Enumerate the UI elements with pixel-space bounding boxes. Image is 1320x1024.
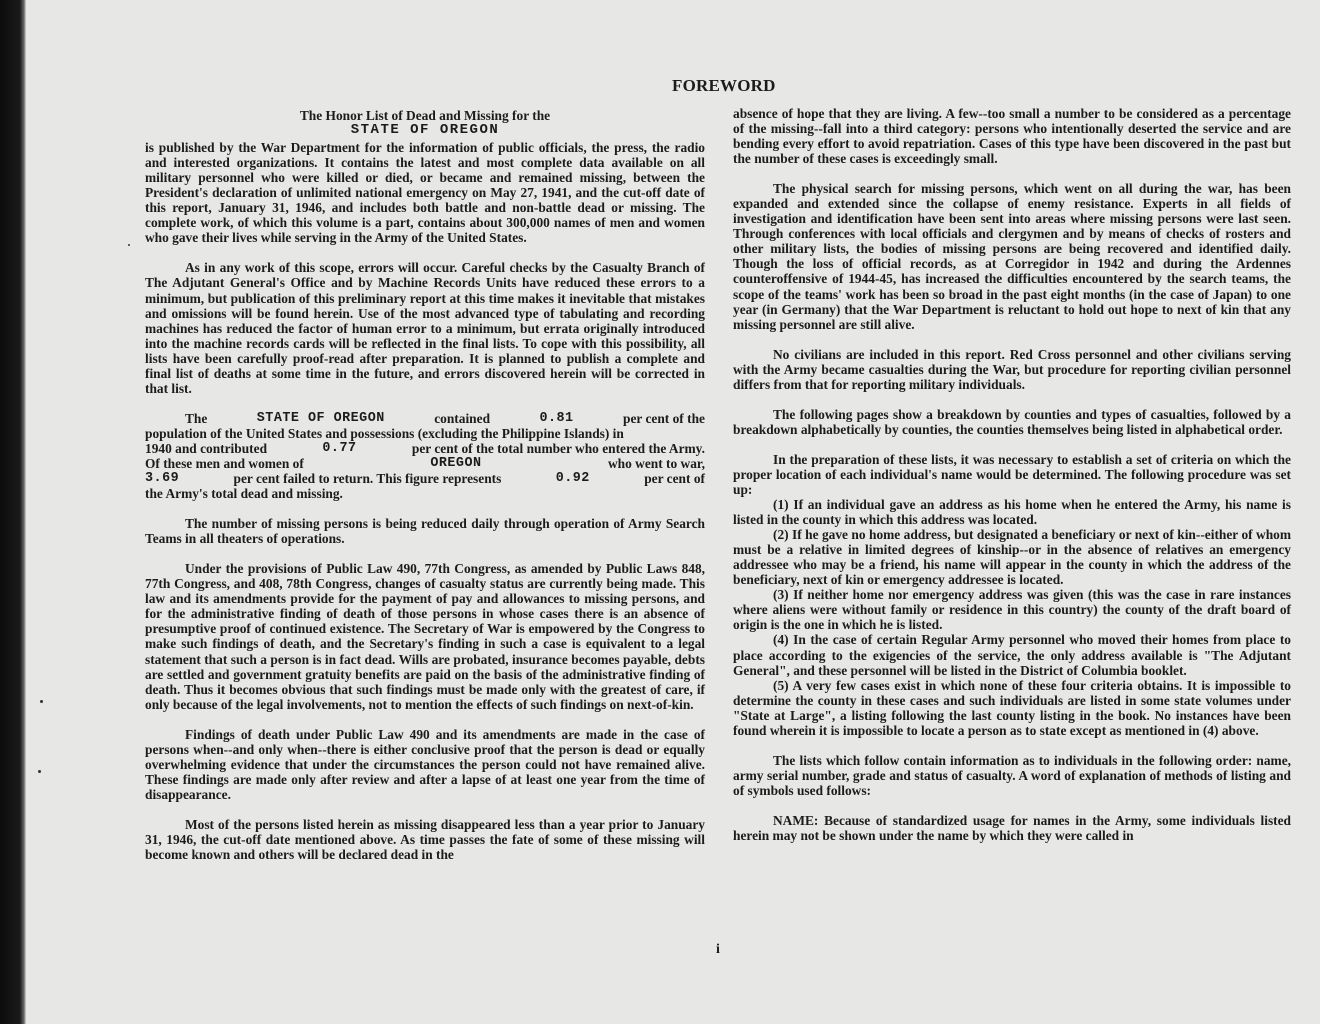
state-name-field: STATE OF OREGON bbox=[256, 410, 385, 426]
paragraph: Findings of death under Public Law 490 and its amendments are made in the case of persons when--and only when--there is either conclusive proof that the person is dead or equally overwhelming evidence that under the circumstances the person could not have remained alive. These findings are made only after review and after a lapse of at least one year from the time of disappearance. bbox=[145, 726, 705, 802]
left-column bbox=[145, 108, 705, 862]
state-heading: STATE OF OREGON bbox=[350, 122, 500, 139]
paragraph: No civilians are included in this report. Red Cross personnel and other civilians serving with the Army became casualties during the War, but procedure for reporting civilian personnel differs from that for reporting military individuals. bbox=[733, 346, 1291, 392]
paragraph: is published by the War Department for the information of public officials, the press, the radio and interested organizations. It contains the latest and most complete data available on all military personnel who were killed or died, or became and remained missing, between the President's declaration of unlimited national emergency on May 27, 1941, and the cut-off date of this report, January 31, 1946, and includes both battle and non-battle dead or missing. The complete work, of which this volume is a part, contains about 300,000 names of men and women who gave their lives while serving in the Army of the United States. bbox=[145, 140, 705, 246]
criterion-1: (1) If an individual gave an address as his home when he entered the Army, his name is listed in the county in which this address was located. bbox=[733, 497, 1291, 528]
intro-line: The Honor List of Dead and Missing for the bbox=[299, 108, 551, 123]
paragraph: In the preparation of these lists, it was necessary to establish a set of criteria on which the proper location of each individual's name would be determined. The following procedure was set up: bbox=[733, 451, 1291, 497]
paragraph: The number of missing persons is being reduced daily through operation of Army Search Teams in all theaters of operations. bbox=[145, 516, 705, 547]
paragraph: The physical search for missing persons, which went on all during the war, has been expanded and extended since the collapse of enemy resistance. Experts in all fields of investigation and identification have been sent into areas where missing persons were last seen. Through conferences with local officials and clergymen and by means of checks of rosters and other military lists, the bodies of missing persons are being recovered and identified daily. Though the loss of official records, as at Corregidor in 1942 and during the Ardennes counteroffensive of 1944-45, has increased the difficulties encountered by the search teams, the scope of the teams' work has been so broad in the past eight months (in the case of Japan) to one year (in Germany) that the War Department is reluctant to hold out hope to next of kin that any missing personnel are still alive. bbox=[733, 181, 1291, 332]
paragraph: The following pages show a breakdown by counties and types of casualties, followed by a breakdown alphabetically by counties, the counties themselves being listed in alphabetical order. bbox=[733, 406, 1291, 437]
paragraph: NAME: Because of standardized usage for names in the Army, some individuals listed herein may not be shown under the name by which they were called in bbox=[733, 812, 1291, 843]
scan-speck bbox=[38, 770, 41, 773]
paragraph: Under the provisions of Public Law 490, 77th Congress, as amended by Public Laws 848, 77th Congress, and 408, 78th Congress, changes of casualty status are currently being made. This law and its amendments provide for the payment of pay and allowances to missing persons, and for the administrative finding of death of those persons in whose cases there is an absence of presumptive proof of continued existence. The Secretary of War is empowered by the Congress to make such findings of death, and the Secretary's finding in such a case is equivalent to a legal statement that such a person is in fact dead. Wills are probated, insurance becomes payable, debts are settled and government gratuity benefits are paid on the basis of the administrative finding of death. Thus it becomes obvious that such findings must be made only with the greatest of care, if only because of the legal involvements, not to mention the effects of such findings on next-of-kin. bbox=[145, 561, 705, 712]
criterion-3: (3) If neither home nor emergency address was given (this was the case in rare instances where aliens were without family or residence in this country) the county of the draft board of origin is the one in which he is listed. bbox=[733, 587, 1291, 633]
army-percent: 0.77 bbox=[322, 440, 357, 456]
right-column bbox=[733, 106, 1291, 843]
paragraph: The lists which follow contain information as to individuals in the following order: name, army serial number, grade and status of casualty. A word of explanation of methods of listing and of symbols used follows: bbox=[733, 752, 1291, 798]
paragraph: As in any work of this scope, errors will occur. Careful checks by the Casualty Branch of The Adjutant General's Office and by Machine Records Units have reduced these errors to a minimum, but publication of this preliminary report at this time makes it inevitable that mistakes and omissions will be found herein. Use of the most advanced type of tabulating and recording machines has reduced the factor of human error to a minimum, but errata originally introduced into the machine records cards will be reflected in the final lists. To cope with this possibility, all lists have been carefully proof-read after preparation. It is planned to publish a complete and final list of deaths at some time in the future, and errors discovered herein will be corrected in that list. bbox=[145, 260, 705, 396]
page-number: i bbox=[716, 942, 720, 957]
criterion-2: (2) If he gave no home address, but designated a beneficiary or next of kin--either of whom must be a relative in limited degrees of kinship--or in the absence of relatives an emergency addressee who may be a friend, his name will appear in the county in which the address of the beneficiary, next of kin or emergency addressee is located. bbox=[733, 527, 1291, 588]
paragraph: absence of hope that they are living. A few--too small a number to be considered as a percentage of the missing--fall into a third category: persons who intentionally deserted the service and are bending every effort to avoid repatriation. Cases of this type have been discovered in the past but the number of these cases is exceedingly small. bbox=[733, 106, 1291, 167]
dead-missing-percent: 0.92 bbox=[555, 471, 590, 487]
state-short-field: OREGON bbox=[430, 455, 482, 471]
scan-dark-edge bbox=[0, 0, 26, 1024]
population-percent: 0.81 bbox=[539, 410, 574, 426]
paragraph: Most of the persons listed herein as missing disappeared less than a year prior to January 31, 1946, the cut-off date mentioned above. As time passes the fate of some of these missing will become known and others will be declared dead in the bbox=[145, 816, 705, 863]
statistics-paragraph: The STATE OF OREGON contained 0.81 per cent of the population of the United States and possessions (excluding the Philippine Islands) in 1940 and contributed 0.77 per cent of the total number who entered the Army. Of these men and women of OREGON who went to war, 3.69 per cent failed to return. This figure represents 0.92 per cent of the Army's total dead and missing. bbox=[145, 410, 705, 502]
scan-speck bbox=[40, 700, 43, 703]
scan-speck bbox=[128, 244, 130, 246]
page-title: FOREWORD bbox=[672, 76, 776, 95]
failed-return-percent: 3.69 bbox=[145, 471, 180, 487]
criterion-4: (4) In the case of certain Regular Army personnel who moved their homes from place to place according to the exigencies of the service, the only address available is "The Adjutant General", and these personnel will be listed in the District of Columbia booklet. bbox=[733, 632, 1291, 678]
criterion-5: (5) A very few cases exist in which none of these four criteria obtains. It is impossible to determine the county in these cases and such individuals are listed in some state volumes under "State at Large", a listing following the last county listing in the book. No instances have been found wherein it is impossible to locate a person as to state except as mentioned in (4) above. bbox=[733, 677, 1291, 738]
